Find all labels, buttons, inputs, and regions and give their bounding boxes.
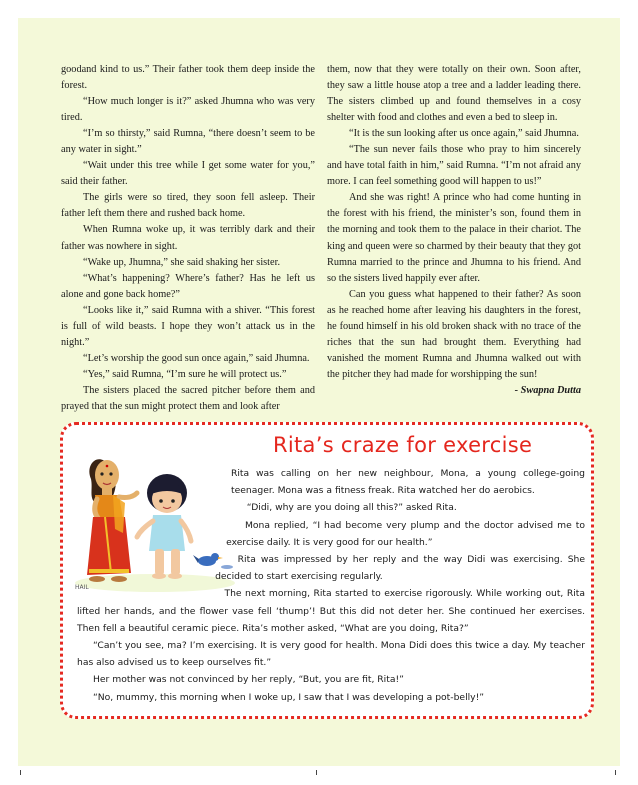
story-paragraph: them, now that they were totally on their own. Soon after, they saw a little house atop a tree and a ladder leading there. The sisters climbed up and found themselves in a cosy shelter with food and clothes and even a bed to sleep in. xyxy=(327,64,581,124)
story-text xyxy=(61,62,581,417)
story-paragraph: “Let’s worship the good sun once again,” said Jhumna. xyxy=(83,352,310,364)
crop-mark-center xyxy=(316,770,317,775)
story-paragraph: “I’m so thirsty,” said Rumna, “there doesn’t seem to be any water in sight.” xyxy=(61,128,315,156)
story-paragraph: goodand kind to us.” Their father took them deep inside the forest. xyxy=(61,64,315,92)
story-column-left xyxy=(61,62,315,417)
story-paragraph: “How much longer is it?” asked Jhumna who was very tired. xyxy=(61,96,315,124)
feature-paragraph: Her mother was not convinced by her reply, “But, you are fit, Rita!” xyxy=(93,674,404,686)
story-paragraph: When Rumna woke up, it was terribly dark and their father was nowhere in sight. xyxy=(61,224,315,252)
story-paragraph: “Yes,” said Rumna, “I’m sure he will protect us.” xyxy=(83,368,287,380)
feature-paragraph: Rita was calling on her new neighbour, Mona, a young college-going teenager. Mona was a fitness freak. Rita watched her do aerobics. xyxy=(231,468,585,497)
story-author: - Swapna Dutta xyxy=(514,384,581,396)
feature-paragraph: “Can’t you see, ma? I’m exercising. It is very good for health. Mona Didi does this twice a day. My teacher has also advised us to keep ourselves fit.” xyxy=(77,640,585,669)
story-paragraph: “Looks like it,” said Rumna with a shiver. “This forest is full of wild beasts. I hope they won’t attack us in the night.” xyxy=(61,304,315,348)
story-paragraph xyxy=(327,287,581,396)
feature-paragraph: “No, mummy, this morning when I woke up, I saw that I was developing a pot-belly!” xyxy=(93,691,485,703)
feature-text xyxy=(77,465,585,706)
story-paragraph: And she was right! A prince who had come hunting in the forest with his friend, the minister’s son, found them in the morning and took them to the palace in their chariot. The king and queen were so charmed by their beauty that they got Rumna married to the prince and Jhumna to his friend. And so the sisters lived happily ever after. xyxy=(327,192,581,284)
story-paragraph: The girls were so tired, they soon fell asleep. Their father left them there and rushed back home. xyxy=(61,192,315,220)
crop-mark-right xyxy=(615,770,616,775)
story-paragraph: The sisters placed the sacred pitcher before them and prayed that the sun might protect them and look after xyxy=(61,384,315,412)
story-paragraph: “What’s happening? Where’s father? Has he left us alone and gone back home?” xyxy=(61,272,315,300)
story-paragraph: “The sun never fails those who pray to him sincerely and have total faith in him,” said Rumna. “I’m not afraid any more. I can feel something good will happen to us!” xyxy=(327,144,581,188)
feature-paragraph: Rita was impressed by her reply and the way Didi was exercising. She decided to start exercising regularly. xyxy=(215,554,585,583)
crop-mark-left xyxy=(20,770,21,775)
feature-title: Rita’s craze for exercise xyxy=(273,433,533,457)
feature-paragraph: The next morning, Rita started to exercise rigorously. While working out, Rita lifted her hands, and the flower vase fell ‘thump’! But this did not deter her. She continued her exercises. Then fell a beautiful ceramic piece. Rita’s mother asked, “What are you doing, Rita?” xyxy=(77,588,585,634)
story-paragraph: “Wake up, Jhumna,” she said shaking her sister. xyxy=(83,256,281,268)
story-column-right xyxy=(327,62,581,417)
feature-paragraph: Mona replied, “I had become very plump and the doctor advised me to exercise daily. It is very good for our health.” xyxy=(226,519,585,548)
illustration-signature: HAIL xyxy=(75,584,89,591)
feature-box xyxy=(60,422,594,719)
story-paragraph: “It is the sun looking after us once again,” said Jhumna. xyxy=(349,128,579,140)
story-paragraph-text: Can you guess what happened to their father? As soon as he reached home after leaving his daughters in the forest, he found himself in his old broken shack with no trace of the riches that the sun had brought them. Everything had vanished the moment Rumna and Jhumna walked out with the pitcher they had made for worshipping the sun! xyxy=(327,288,581,380)
illustration-spacer xyxy=(77,465,231,599)
story-paragraph: “Wait under this tree while I get some water for you,” said their father. xyxy=(61,160,315,188)
feature-paragraph: “Didi, why are you doing all this?” asked Rita. xyxy=(246,502,457,514)
